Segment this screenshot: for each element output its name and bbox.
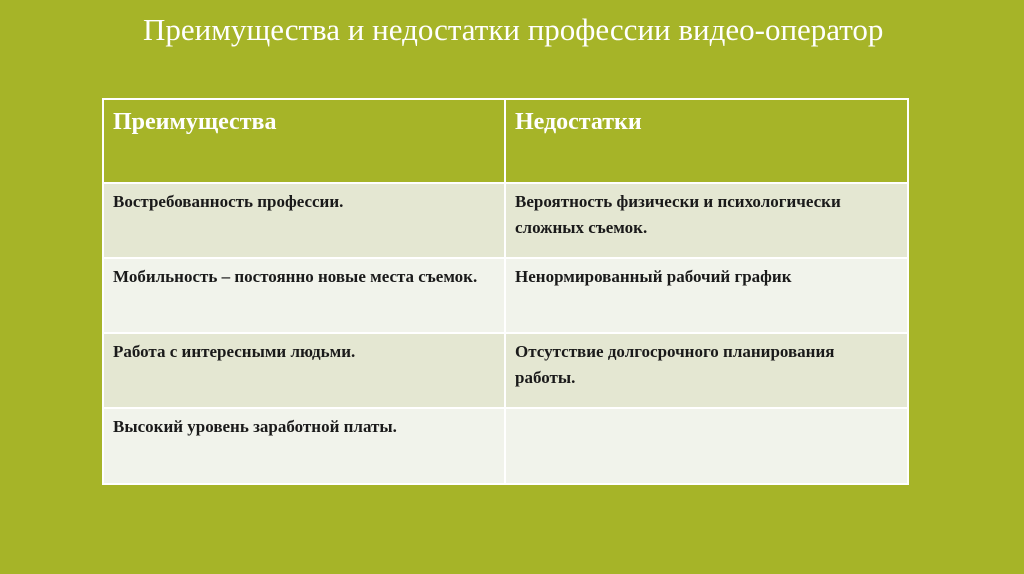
disadvantage-cell: Вероятность физически и психологически сложных съемок. [505, 183, 908, 258]
slide-title: Преимущества и недостатки профессии видео-оператор [143, 12, 884, 47]
header-disadvantages: Недостатки [505, 99, 908, 183]
disadvantage-cell: Ненормированный рабочий график [505, 258, 908, 333]
pros-cons-table [102, 98, 909, 485]
table-header-row [103, 99, 908, 183]
advantage-cell: Высокий уровень заработной платы. [103, 408, 505, 484]
advantage-cell: Мобильность – постоянно новые места съемок. [103, 258, 505, 333]
table-row [103, 333, 908, 408]
advantage-cell: Востребованность профессии. [103, 183, 505, 258]
table-row [103, 183, 908, 258]
advantage-cell: Работа с интересными людьми. [103, 333, 505, 408]
header-advantages: Преимущества [103, 99, 505, 183]
disadvantage-cell: Отсутствие долгосрочного планирования работы. [505, 333, 908, 408]
table-row [103, 408, 908, 484]
disadvantage-cell [505, 408, 908, 484]
table-row [103, 258, 908, 333]
